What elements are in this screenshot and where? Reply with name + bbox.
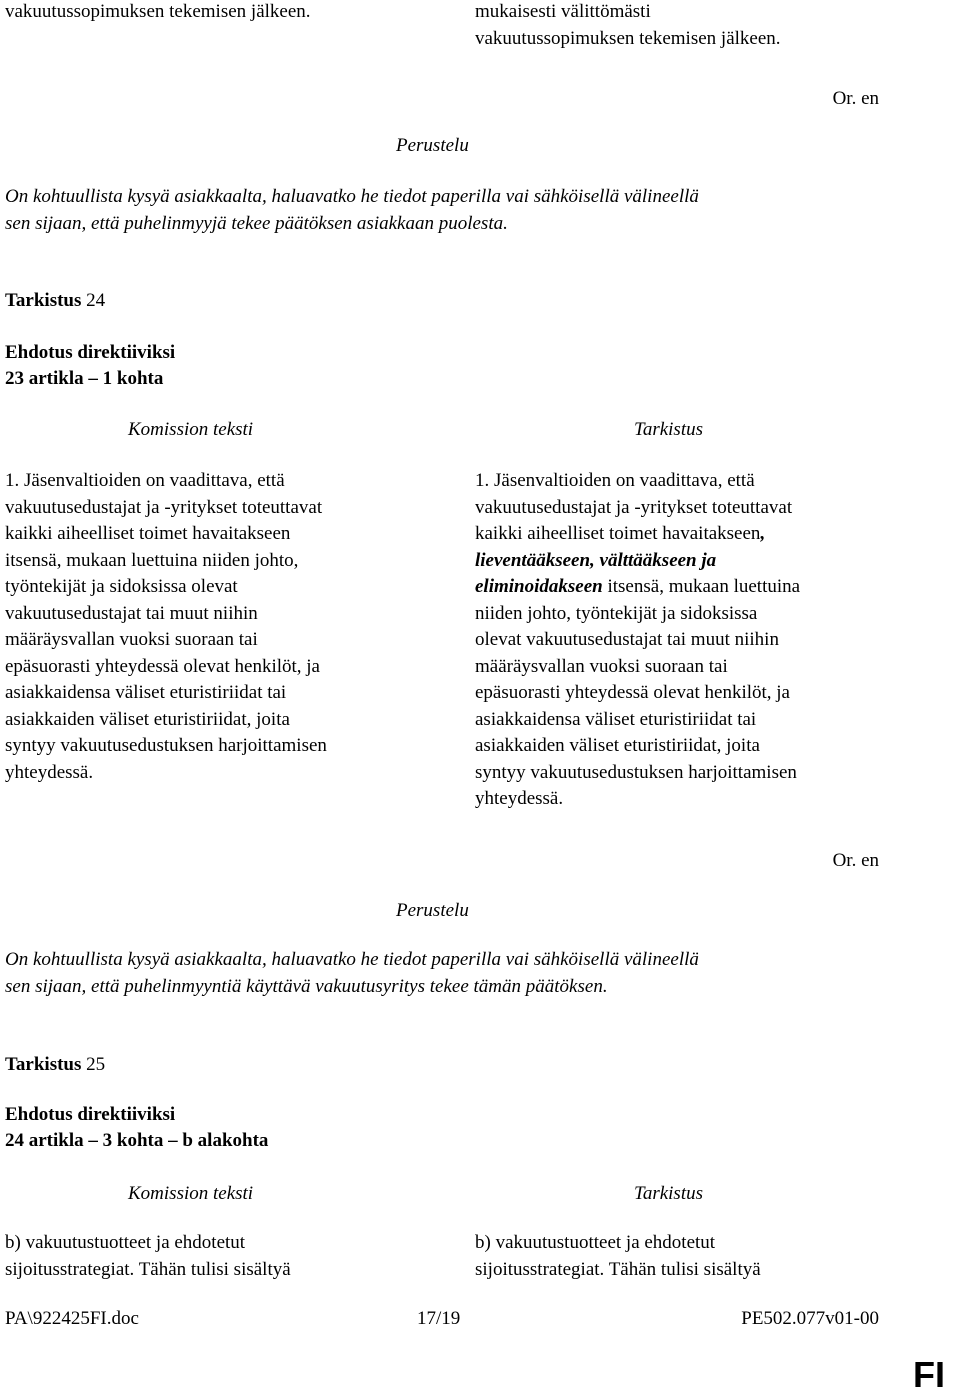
amendment-number: 25 [86,1054,106,1075]
text-line: On kohtuullista kysyä asiakkaalta, haluavatko he tiedot paperilla vai sähköisellä välineellä [5,186,699,207]
text-line: kaikki aiheelliset toimet havaitakseen [5,523,291,544]
amendment-title [5,288,105,315]
article-reference: 24 artikla – 3 kohta – b alakohta [5,1130,269,1151]
text-line: sen sijaan, että puhelinmyyjä tekee päätöksen asiakkaan puolesta. [5,212,508,234]
original-language: Or. en [832,88,879,109]
text-line [475,733,800,760]
text-run: kaikki aiheelliset toimet havaitakseen [475,523,761,544]
text-line: On kohtuullista kysyä asiakkaalta, haluavatko he tiedot paperilla vai sähköisellä välineellä [5,949,699,970]
text-line [475,627,800,654]
commission-text [5,1230,291,1283]
text-line [475,468,800,495]
text-line: määräysvallan vuoksi suoraan tai [5,629,258,650]
text-line [475,521,800,548]
amendment-text [475,468,800,813]
proposal-title: Ehdotus direktiiviksi [5,342,176,363]
text-line [475,654,800,681]
footer-page-number: 17/19 [417,1308,461,1329]
text-line: työntekijät ja sidoksissa olevat [5,576,238,597]
amendment-label: Tarkistus [5,290,82,311]
inserted-text: lieventääkseen, välttääkseen ja [475,549,717,571]
text-line: epäsuorasti yhteydessä olevat henkilöt, ja [5,655,320,677]
language-mark: FI [913,1354,945,1395]
amendment-number: 24 [86,290,106,311]
original-language: Or. en [832,850,879,871]
text-line: vakuutussopimuksen tekemisen jälkeen. [5,1,311,22]
prev-right-column [475,0,781,52]
commission-text-header: Komission teksti [128,419,254,440]
article-reference: 23 artikla – 1 kohta [5,368,164,389]
text-line: sen sijaan, että puhelinmyyntiä käyttävä vakuutusyritys tekee tämän päätöksen. [5,975,608,997]
text-run: määräysvallan vuoksi suoraan tai [475,655,728,677]
text-run: 1. Jäsenvaltioiden on vaadittava, että [475,470,755,491]
inserted-text: eliminoidakseen [475,576,603,597]
text-line: 1. Jäsenvaltioiden on vaadittava, että [5,470,285,491]
amendment-title [5,1052,105,1079]
text-line [475,548,800,575]
text-line: mukaisesti välittömästi [475,1,651,22]
justification-heading: Perustelu [396,900,469,921]
amendment-text-header: Tarkistus [634,419,703,440]
text-line: vakuutusedustajat tai muut niihin [5,602,258,624]
justification-text [5,947,699,1000]
prev-left-column [5,0,311,26]
text-run: olevat vakuutusedustajat tai muut niihin [475,629,779,650]
justification-text [5,184,699,237]
text-line: syntyy vakuutusedustuksen harjoittamisen [5,735,327,756]
text-run: asiakkaidensa väliset eturistiriidat tai [475,708,757,730]
justification-heading: Perustelu [396,135,469,156]
text-run: epäsuorasti yhteydessä olevat henkilöt, ja [475,682,790,703]
text-line: sijoitusstrategiat. Tähän tulisi sisältyä [5,1258,291,1280]
commission-text [5,468,327,786]
text-run: yhteydessä. [475,788,564,809]
inserted-text: , [760,523,766,544]
text-line: sijoitusstrategiat. Tähän tulisi sisältyä [475,1258,761,1280]
text-line [475,601,800,628]
text-run: niiden johto, työntekijät ja sidoksissa [475,602,758,624]
text-run: vakuutusedustajat ja -yritykset toteuttavat [475,496,793,518]
text-line: itsensä, mukaan luettuina niiden johto, [5,549,299,571]
text-line [475,760,800,787]
text-line [475,707,800,734]
footer-doc-ref: PA\922425FI.doc [5,1308,139,1329]
text-line: vakuutussopimuksen tekemisen jälkeen. [475,27,781,49]
amendment-text-header: Tarkistus [634,1183,703,1204]
text-line [475,786,800,813]
amendment-text [475,1230,761,1283]
proposal-title: Ehdotus direktiiviksi [5,1104,176,1125]
text-line: yhteydessä. [5,761,94,783]
text-line [475,574,800,601]
commission-text-header: Komission teksti [128,1183,254,1204]
text-line [475,680,800,707]
amendment-label: Tarkistus [5,1054,82,1075]
text-line: b) vakuutustuotteet ja ehdotetut [5,1232,246,1253]
text-line: b) vakuutustuotteet ja ehdotetut [475,1232,716,1253]
text-line [475,495,800,522]
text-run: itsensä, mukaan luettuina [602,576,801,597]
text-run: syntyy vakuutusedustuksen harjoittamisen [475,761,797,783]
text-line: asiakkaiden väliset eturistiriidat, joita [5,708,290,730]
text-line: asiakkaidensa väliset eturistiriidat tai [5,682,287,703]
text-run: asiakkaiden väliset eturistiriidat, joita [475,735,760,756]
text-line: vakuutusedustajat ja -yritykset toteuttavat [5,496,323,518]
footer-pe-ref: PE502.077v01-00 [741,1308,879,1329]
